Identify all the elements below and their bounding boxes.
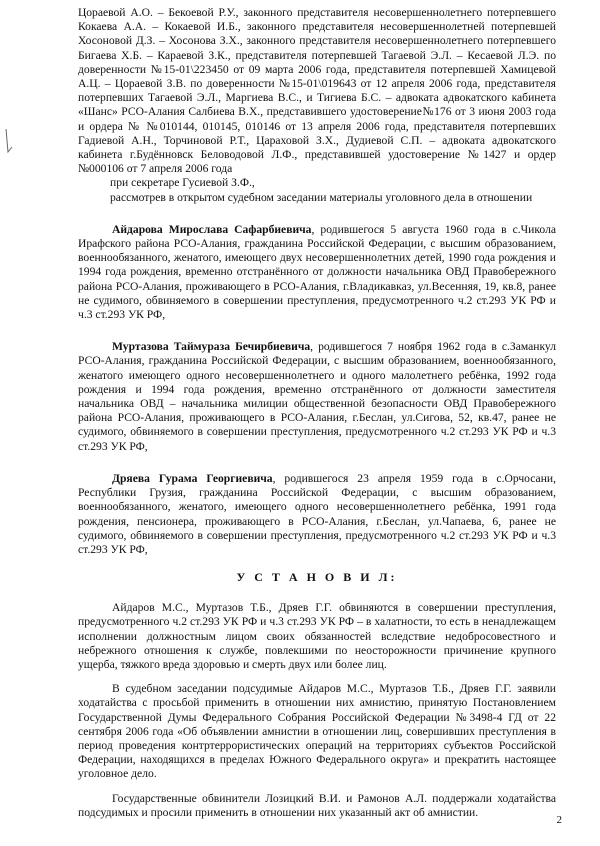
- defendant-name-murtazov: Муртазова Таймураза Бечирбиевича: [112, 340, 311, 354]
- defendant-details-dryaev: , родившегося 23 апреля 1959 года в с.Орчосани, Республики Грузия, гражданина Российской Федерации, с высшим образованием, военнообязанного, женатого, имеющего одного несовершеннолетнего ребёнка, 1991 года рождения, пенсионера, проживающего в РСО-Алания, г.Беслан, ул.Чапаева, 6, ранее не судимого, обвиняемого в совершении преступления, предусмотренного ч.2 ст.293 УК РФ и ч.3 ст.293 УК РФ,: [78, 471, 557, 556]
- page-number: 2: [556, 814, 562, 826]
- established-heading: У С Т А Н О В И Л:: [236, 570, 398, 585]
- defendant-paragraph-dryaev: [78, 472, 556, 557]
- hearing-line: рассмотрев в открытом судебном заседании материалы уголовного дела в отношении: [110, 190, 533, 204]
- established-paragraph-2: В судебном заседании подсудимые Айдаров М.С., Муртазов Т.Б., Дряев Г.Г. заявили ходатайства с просьбой применить в отношении них амнистию, принятую Постановлением Государственной Думы Федерального Собрания Российской Федерации №3498-4 ГД от 22 сентября 2006 года «Об объявлении амнистии в отношении лиц, совершивших преступления в период проведения контртеррористических операций на территориях субъектов Российской Федерации, находящихся в пределах Южного Федерального округа» и прекратить настоящее уголовное дело.: [78, 682, 556, 781]
- defendant-details-aidarov: , родившегося 5 августа 1960 года в с.Чикола Ирафского района РСО-Алания, гражданина Российской Федерации, с высшим образованием, военнообязанного, женатого, имеющего двух несовершеннолетних детей, 1990 года рождения и 1994 года рождения, временно отстранённого от должности начальника ОВД Правобережного района РСО-Алания, проживающего в РСО-Алания, г.Владикавказ, ул.Весенняя, 19, кв.8, ранее не судимого, обвиняемого в совершении преступления, предусмотренного ч.2 ст.293 УК РФ и ч.3 ст.293 УК РФ,: [78, 222, 556, 322]
- established-paragraph-1: Айдаров М.С., Муртазов Т.Б., Дряев Г.Г. обвиняются в совершении преступления, предусмотренного ч.2 ст.293 УК РФ и ч.3 ст.293 УК РФ – в халатности, то есть в ненадлежащем исполнении должностным лицом своих обязанностей вследствие недобросовестного и небрежного отношения к службе, повлекшими по неосторожности причинение крупного ущерба, тяжкого вреда здоровью и смерть двух или более лиц.: [78, 601, 556, 671]
- intro-paragraph: Цораевой А.О. – Бекоевой Р.У., законного представителя несовершеннолетнего потерпевшего Кокаева А.А. – Кокаевой И.Б., законного представителя несовершеннолетней потерпевшей Хосоновой Д.З. – Хосонова З.Х., законного представителя несовершеннолетнего потерпевшего Бигаева Х.Б. – Караевой З.К., представителя потерпевшей Тагаевой Э.Л. – Кесаевой Л.Э. по доверенности №15-01\223450 от 09 марта 2006 года, представителя потерпевшей Хамицевой А.Ц. – Цораевой З.В. по доверенности №15-01\019643 от 12 апреля 2006 года, представителя потерпевших Тагаевой Э.Л., Маргиева В.С., и Тигиева Б.С. – адвоката адвокатского кабинета «Шанс» РСО-Алания Салбиева В.Х., представившего удостоверение№176 от 3 июня 2003 года и ордера № №010144, 010145, 010146 от 13 апреля 2006 года, представителя потерпевших Гадиевой А.Н., Торчиновой Р.Т., Цараховой З.Х., Дудиевой С.П. – адвоката адвокатского кабинета г.Будённовск Беловодовой Л.Ф., представившей удостоверение №1427 и ордер №000106 от 7 апреля 2006 года: [78, 6, 556, 176]
- established-paragraph-3: Государственные обвинители Лозицкий В.И. и Рамонов А.Л. поддержали ходатайства подсудимых и просили применить в отношении них указанный акт об амнистии.: [78, 791, 556, 819]
- defendant-name-dryaev: Дряева Гурама Георгиевича: [112, 471, 273, 485]
- defendant-paragraph-murtazov: [78, 340, 556, 454]
- document-body: [78, 6, 556, 820]
- secretary-line: при секретаре Гусиевой З.Ф.,: [110, 176, 255, 190]
- defendant-name-aidarov: Айдарова Мирослава Сафарбиевича: [112, 222, 312, 236]
- margin-check-mark-icon: [4, 128, 14, 154]
- defendant-details-murtazov: , родившегося 7 ноября 1962 года в с.Заманкул РСО-Алания, гражданина Российской Федерации, с высшим образованием, военнообязанного, женатого имеющего одного несовершеннолетнего и одного малолетнего ребёнка, 1992 года рождения и 1994 года рождения, временно отстранённого от должности заместителя начальника ОВД – начальника милиции общественной безопасности ОВД Правобережного района РСО-Алания, проживающего в РСО-Алания, г.Беслан, ул.Сигова, 52, кв.47, ранее не судимого, обвиняемого в совершении преступления, предусмотренного ч.2 ст.293 УК РФ и ч.3 ст.293 УК РФ,: [78, 340, 556, 453]
- defendant-paragraph-aidarov: [78, 223, 556, 322]
